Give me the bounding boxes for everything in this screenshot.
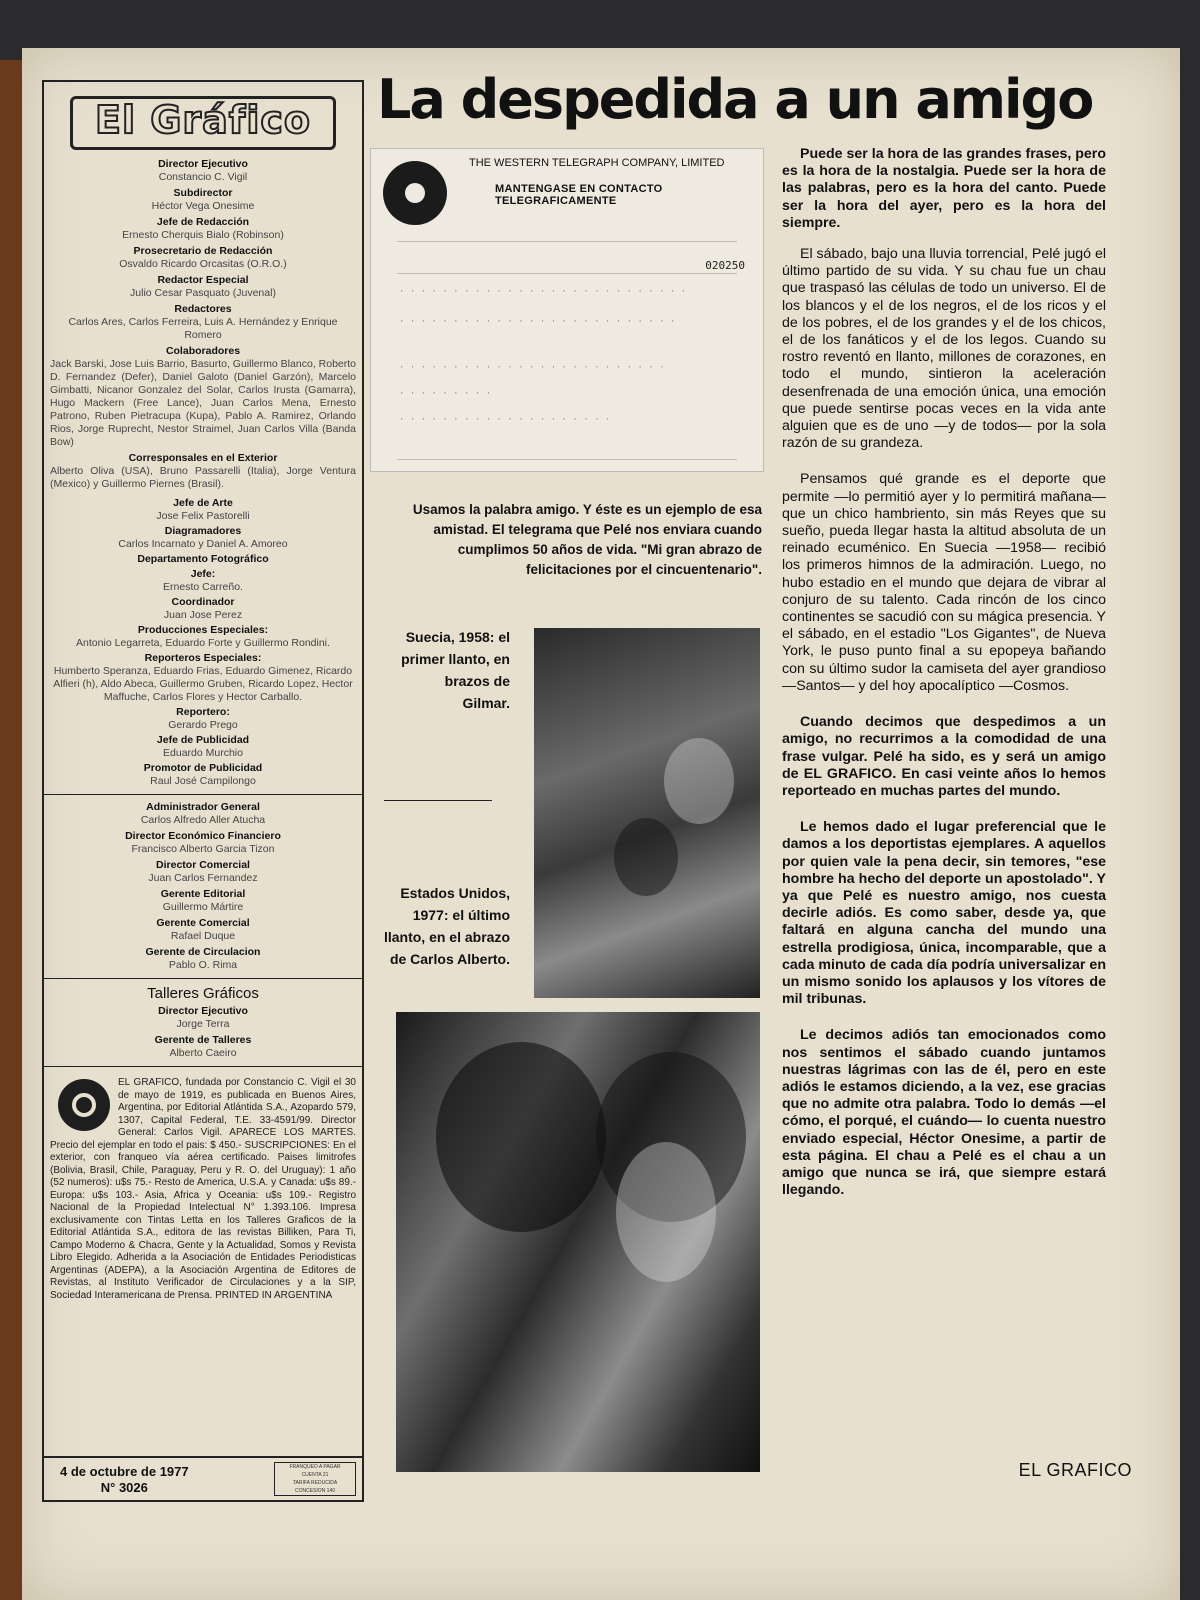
article-signature: EL GRAFICO bbox=[1018, 1460, 1132, 1480]
photo-face-highlight bbox=[616, 1142, 716, 1282]
photo-pele-1958 bbox=[534, 628, 760, 998]
caption-1958: Suecia, 1958: el primer llanto, en brazos de Gilmar. bbox=[401, 629, 510, 711]
staff-entry bbox=[44, 888, 362, 914]
publisher-emblem-icon bbox=[58, 1079, 110, 1131]
staff-role: Jefe de Publicidad bbox=[156, 734, 250, 746]
staff-entry bbox=[44, 801, 362, 827]
staff-role: Director Ejecutivo bbox=[158, 158, 248, 170]
staff-name: Julio Cesar Pasquato (Juvenal) bbox=[130, 287, 276, 299]
article-paragraph: El sábado, bajo una lluvia torrencial, Pelé jugó el último partido de su vida. Y su chau fue un chau que traspasó las células de todo un universo. El de los blancos y el de los negros, el de los ricos y el de los pobres, el de los grandes y el de los chicos, el de los fanáticos y el de los legos. Cuando su rostro reventó en llanto, millones de corazones, en todo el mundo, sintieron la aceleración desenfrenada de una emoción única, una emoción que puede sentirse pocas veces en la vida ante alguien que es de uno —y de todos— por la sola razón de su grandeza. bbox=[782, 246, 1107, 452]
staff-name: Pablo O. Rima bbox=[168, 959, 238, 971]
telegram-typed-line: · · · · · · · · · · · · · · · · · · · · · · · · · bbox=[399, 363, 665, 373]
staff-role: Jefe: bbox=[190, 568, 216, 580]
staff-entry bbox=[44, 1034, 362, 1060]
staff-entry bbox=[44, 245, 362, 271]
article-headline: La despedida a un amigo bbox=[377, 68, 1093, 131]
staff-role: Departamento Fotográfico bbox=[137, 553, 269, 565]
staff-entry bbox=[44, 568, 362, 594]
telegram-company: THE WESTERN TELEGRAPH COMPANY, LIMITED bbox=[469, 157, 725, 169]
caption-rule bbox=[384, 800, 492, 801]
staff-role: Reportero: bbox=[176, 706, 230, 718]
staff-name: Carlos Alfredo Aller Atucha bbox=[140, 814, 266, 826]
staff-name: Raul José Campilongo bbox=[150, 775, 256, 787]
staff-entry bbox=[44, 158, 362, 184]
telegram-slogan: MANTENGASE EN CONTACTO TELEGRAFICAMENTE bbox=[495, 183, 663, 207]
staff-entry bbox=[44, 1005, 362, 1031]
staff-role: Producciones Especiales: bbox=[137, 624, 269, 636]
staff-name: Gerardo Prego bbox=[168, 719, 238, 731]
staff-role: Promotor de Publicidad bbox=[143, 762, 263, 774]
staff-entry bbox=[44, 345, 362, 449]
staff-role: Redactor Especial bbox=[157, 274, 249, 286]
staff-name: Carlos Ares, Carlos Ferreira, Luis A. Hernández y Enrique Romero bbox=[68, 316, 338, 341]
staff-name: Ernesto Carreño. bbox=[163, 581, 243, 593]
telegram-rule bbox=[397, 273, 737, 274]
article-paragraph: Le decimos adiós tan emocionados como nos sentimos el sábado cuando juntamos nuestras lágrimas con las de él, pero en este adiós le estamos diciendo, a la vez, ese gracias que no admite otra palabra. Todo lo demás —el cómo, el porqué, el cuándo— lo cuenta nuestro enviado especial, Héctor Onesime, a partir de esta página. El chau a Pelé es el chau a un amigo que nunca se irá, que siempre estará llegando. bbox=[782, 1027, 1106, 1199]
staff-name: Eduardo Murchio bbox=[163, 747, 243, 759]
staff-role: Colaboradores bbox=[165, 345, 241, 357]
talleres-list bbox=[44, 1005, 362, 1060]
magazine-page bbox=[22, 48, 1180, 1600]
staff-name: Francisco Alberto Garcia Tizon bbox=[131, 843, 275, 855]
telegram-typed-line: · · · · · · · · · · · · · · · · · · · · · · · · · · bbox=[399, 317, 676, 327]
staff-name: Carlos Incarnato y Daniel A. Amoreo bbox=[118, 538, 288, 550]
photo-pele-1977 bbox=[396, 1012, 760, 1472]
postal-line: CUENTA 21 bbox=[301, 1472, 329, 1478]
caption-1977: Estados Unidos, 1977: el último llanto, en el abrazo de Carlos Alberto. bbox=[383, 885, 510, 967]
photo-face-highlight bbox=[664, 738, 734, 824]
article-body bbox=[782, 146, 1106, 1218]
staff-name: Constancio C. Vigil bbox=[158, 171, 248, 183]
staff-entry bbox=[44, 187, 362, 213]
el-grafico-logo: El Gráfico bbox=[70, 96, 336, 150]
staff-role: Redactores bbox=[174, 303, 232, 315]
staff-name: Ernesto Cherquis Bialo (Robinson) bbox=[122, 229, 284, 241]
divider bbox=[44, 978, 362, 979]
postal-stamp bbox=[274, 1462, 356, 1496]
staff-role: Coordinador bbox=[171, 596, 235, 608]
telegram-rule bbox=[397, 459, 737, 460]
telegram-typed-line: · · · · · · · · · · · · · · · · · · · · · · · · · · · bbox=[399, 287, 687, 297]
staff-role: Director Ejecutivo bbox=[158, 1005, 248, 1017]
staff-name: Juan Carlos Fernandez bbox=[148, 872, 258, 884]
staff-role: Gerente de Circulacion bbox=[145, 946, 261, 958]
issue-number: N° 3026 bbox=[100, 1480, 148, 1495]
article-lead: Puede ser la hora de las grandes frases, pero es la hora de la nostalgia. Puede ser la hora de las palabras, pero es la hora del canto. Puede ser la hora del ayer, pero es la hora del siempre. bbox=[782, 146, 1106, 231]
staff-entry bbox=[44, 553, 362, 566]
staff-entry bbox=[44, 830, 362, 856]
photo-hair-shadow bbox=[436, 1042, 606, 1232]
postal-line: FRANQUEO A PAGAR bbox=[289, 1464, 341, 1470]
staff-role: Corresponsales en el Exterior bbox=[128, 452, 278, 464]
postal-line: CONCESION 140 bbox=[294, 1488, 335, 1494]
article-paragraph: Pensamos qué grande es el deporte que permite —lo permitió ayer y lo permitirá mañana— que un chico hambriento, sin más Reyes que su sueño, pueda llegar hasta la altitud absoluta de un reinado ecuménico. En Suecia —1958— recibió los primeros himnos de la admiración. Luego, no hubo estadio en el mundo que dejara de vibrar al conjuro de su talento. Cada rincón de los cinco continentes se sacudió con su mágica presencia. Y el sábado, en el estadio "Los Gigantes", de Nueva York, le puso punto final a su epopeya bañando con su último sudor la camiseta del ayer grandioso —Santos— y del hoy apocalíptico —Cosmos. bbox=[782, 471, 1106, 694]
staff-role: Diagramadores bbox=[164, 525, 242, 537]
issue-date: 4 de octubre de 1977 bbox=[60, 1464, 189, 1479]
staff-entry bbox=[44, 624, 362, 650]
imprint bbox=[44, 1073, 362, 1302]
divider bbox=[44, 794, 362, 795]
telegram-caption: Usamos la palabra amigo. Y éste es un ejemplo de esa amistad. El telegrama que Pelé nos enviara cuando cumplimos 50 años de vida. "Mi gran abrazo de felicitaciones por el cincuentenario". bbox=[412, 502, 762, 577]
article-paragraph: Cuando decimos que despedimos a un amigo, no recurrimos a la comodidad de una frase vulgar. Pelé ha sido, es y será un amigo de EL GRAFICO. En casi veinte años lo hemos reporteado en muchas partes del mundo. bbox=[782, 714, 1106, 799]
staff-entry bbox=[44, 917, 362, 943]
staff-role: Gerente Editorial bbox=[160, 888, 246, 900]
staff-entry bbox=[44, 303, 362, 342]
staff-name: Alberto Caeiro bbox=[169, 1047, 237, 1059]
staff-role: Jefe de Arte bbox=[173, 497, 233, 509]
staff-name: Humberto Speranza, Eduardo Frias, Eduardo Gimenez, Ricardo Alfieri (h), Aldo Abeca, Guillermo Gruben, Ricardo Lopez, Hector Maffuche, Carlos Flores y Hector Carballo. bbox=[53, 665, 353, 703]
staff-entry bbox=[44, 734, 362, 760]
staff-entry bbox=[44, 652, 362, 704]
staff-role: Subdirector bbox=[173, 187, 233, 199]
telegram-typed-line: · · · · · · · · · bbox=[399, 389, 492, 399]
staff-role: Director Comercial bbox=[156, 859, 250, 871]
staff-role: Reporteros Especiales: bbox=[144, 652, 262, 664]
staff-list bbox=[44, 158, 362, 788]
staff-entry bbox=[44, 596, 362, 622]
masthead-box bbox=[42, 80, 364, 1502]
staff-subgroup bbox=[44, 497, 362, 788]
article-paragraph: Le hemos dado el lugar preferencial que le damos a los deportistas ejemplares. A aquellos por quien vale la pena decir, sin temores, "ese hombre ha hecho del deporte un apostolado". Y ya que Pelé es nuestro amigo, nos cuesta decirle adiós. Es como saber, desde ya, que faltará en alguna cancha del mundo una estrella prodigiosa, única, incomparable, que a cada minuto de cada día podría universalizar en un mismo sonido los aplausos y los vítores de mil tribunas. bbox=[782, 819, 1106, 1008]
staff-entry bbox=[44, 274, 362, 300]
telegram-image bbox=[370, 148, 764, 472]
telegram-rule bbox=[397, 241, 737, 242]
staff-name: Rafael Duque bbox=[170, 930, 236, 942]
staff-entry bbox=[44, 525, 362, 551]
staff-role: Administrador General bbox=[146, 801, 260, 813]
staff-role: Jefe de Redacción bbox=[156, 216, 250, 228]
staff-name: Jorge Terra bbox=[176, 1018, 230, 1030]
globe-logo-icon bbox=[383, 161, 447, 225]
staff-name: Jose Felix Pastorelli bbox=[156, 510, 250, 522]
staff-name: Juan Jose Perez bbox=[163, 609, 243, 621]
staff-name: Osvaldo Ricardo Orcasitas (O.R.O.) bbox=[119, 258, 287, 270]
staff-name: Jack Barski, Jose Luis Barrio, Basurto, Guillermo Blanco, Roberto D. Fernandez (Defer), Daniel Galoto (Daniel Garzón), Marcelo Gimbatti, Nicanor Gonzalez del Solar, Carlos Irusta (Gamarra), Hugo Mackern (Free Lance), Juan Carlos Mena, Ernesto Patrono, Ruben Pietracupa (Kupa), Pablo A. Ramirez, Orlando Rios, Jorge Ruprecht, Nestor Straimel, Juan Carlos Villa (Banda Bow) bbox=[50, 358, 356, 448]
telegram-number: 020250 bbox=[705, 259, 745, 272]
staff-entry bbox=[44, 859, 362, 885]
staff-entry bbox=[44, 452, 362, 491]
staff-entry bbox=[44, 706, 362, 732]
photo-face-shadow bbox=[614, 818, 678, 896]
issue-box bbox=[44, 1456, 362, 1500]
staff-name: Alberto Oliva (USA), Bruno Passarelli (Italia), Jorge Ventura (Mexico) y Guillermo Piernes (Brasil). bbox=[50, 465, 356, 490]
talleres-title: Talleres Gráficos bbox=[147, 985, 259, 1002]
staff-role: Director Económico Financiero bbox=[125, 830, 281, 842]
imprint-text: EL GRAFICO, fundada por Constancio C. Vigil el 30 de mayo de 1919, es publicada en Buenos Aires, Argentina, por Editorial Atlántida S.A., Azopardo 579, 1307, Capital Federal, T.E. 33-4591/99. Director General: Carlos Vigil. APARECE LOS MARTES. Precio del ejemplar en todo el pais: $ 450.- SUSCRIPCIONES: En el exterior, con franqueo vía aérea certificado. Paises limitrofes (Bolivia, Brasil, Chile, Paraguay, Peru y R. O. del Uruguay): 1 año (52 numeros): u$s 75.- Resto de America, U.S.A. y Canada: u$s 89.- Europa: u$s 103.- Asia, Africa y Oceania: u$s 109.- Registro Nacional de la Propiedad Intelectual N° 1.393.106. Impresa exclusivamente con Tintas Letta en los Talleres Graficos de la Editorial Atlántida S.A., editora de las revistas Billiken, Para Ti, Campo Moderno & Chacra, Gente y la Actualidad, Somos y Revista Libro Elegido. Adherida a la Asociación de Entidades Periodisticas Argentinas (ADEPA), a la Asociación Argentina de Editores de Revistas, al Instituto Verificador de Circulaciones y a la SIP, Sociedad Interamericana de Prensa. PRINTED IN ARGENTINA bbox=[50, 1077, 356, 1301]
staff-name: Antonio Legarreta, Eduardo Forte y Guillermo Rondini. bbox=[76, 637, 330, 649]
staff-role: Gerente Comercial bbox=[156, 917, 250, 929]
divider bbox=[44, 1066, 362, 1067]
postal-line: TARIFA REDUCIDA bbox=[292, 1480, 338, 1486]
staff-entry bbox=[44, 497, 362, 523]
issue-date-block bbox=[60, 1464, 189, 1496]
staff-entry bbox=[44, 946, 362, 972]
staff-entry bbox=[44, 762, 362, 788]
staff-entry bbox=[44, 216, 362, 242]
staff-name: Guillermo Mártire bbox=[162, 901, 244, 913]
staff-name: Héctor Vega Onesime bbox=[151, 200, 255, 212]
staff-role: Gerente de Talleres bbox=[154, 1034, 252, 1046]
staff-role: Prosecretario de Redacción bbox=[133, 245, 273, 257]
admin-list bbox=[44, 801, 362, 972]
telegram-typed-line: · · · · · · · · · · · · · · · · · · · · bbox=[399, 415, 611, 425]
